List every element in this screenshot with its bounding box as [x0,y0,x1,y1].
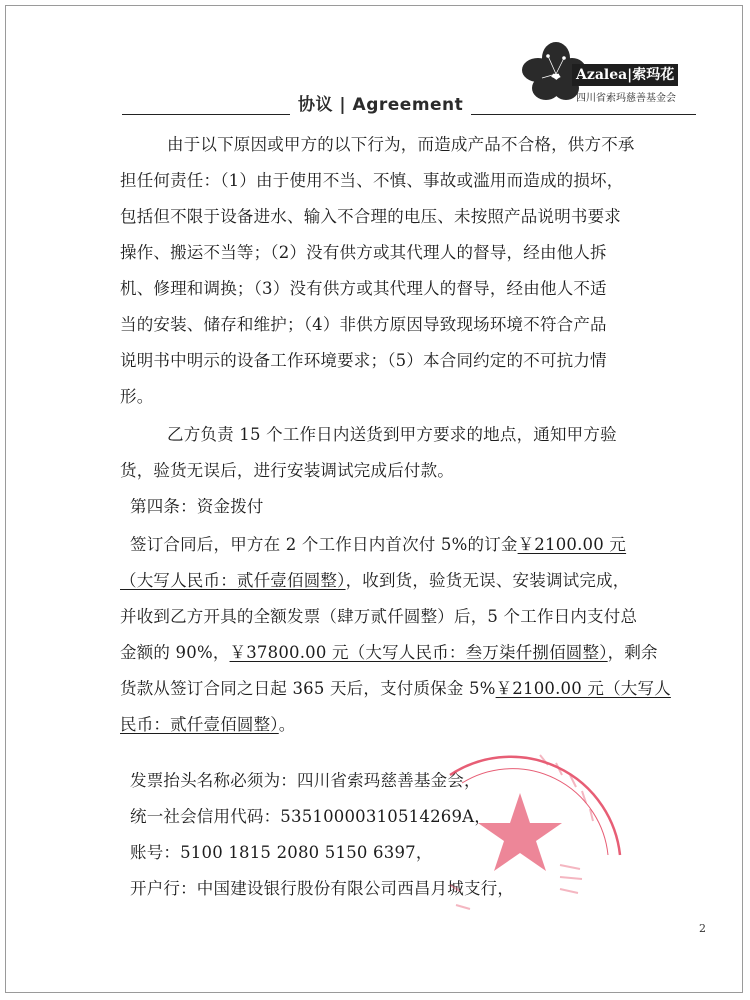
text-line [120,567,629,591]
text-line [120,675,671,699]
amount-underlined: ￥2100.00 元 [517,535,627,554]
text-line: 乙方负责 15 个工作日内送货到甲方要求的地点，通知甲方验 [167,425,617,444]
text-line: 由于以下原因或甲方的以下行为，而造成产品不合格，供方不承 [167,135,635,154]
text-line: 担任何责任：（1）由于使用不当、不慎、事故或滥用而造成的损坏， [120,171,624,190]
text-run: 货款从签订合同之日起 365 天后，支付质保金 5% [120,679,496,698]
text-line: 当的安装、储存和维护；（4）非供方原因导致现场环境不符合产品 [120,315,607,334]
account-number-line: 账号：5100 1815 2080 5150 6397， [130,843,433,862]
amount-underlined: ￥2100.00 元（大写人 [495,679,671,698]
bank-line: 开户行：中国建设银行股份有限公司西昌月城支行， [130,879,515,898]
article-heading: 第四条：资金拨付 [130,497,264,516]
text-run: 签订合同后，甲方在 2 个工作日内首次付 5%的订金 [130,535,518,554]
amount-underlined: 民币：贰仟壹佰圆整） [120,715,279,734]
logo-name: Azalea|索玛花 [572,64,678,86]
text-line: 操作、搬运不当等；（2）没有供方或其代理人的督导，经由他人拆 [120,243,607,262]
text-run: ，收到货，验货无误、安装调试完成， [345,571,630,590]
invoice-title-line: 发票抬头名称必须为：四川省索玛慈善基金会， [130,771,481,790]
text-run: 金额的 90%， [120,643,230,662]
amount-underlined: ￥37800.00 元（大写人民币：叁万柒仟捌佰圆整） [229,643,608,662]
text-line [120,639,658,663]
text-line: 机、修理和调换；（3）没有供方或其代理人的督导，经由他人不适 [120,279,607,298]
credit-code-line: 统一社会信用代码：53510000310514269A， [130,807,491,826]
text-run: ，剩余 [607,643,658,662]
text-line: 包括但不限于设备进水、输入不合理的电压、未按照产品说明书要求 [120,207,621,226]
text-line [130,531,626,555]
official-seal-stamp [410,735,630,955]
text-line: 形。 [120,387,154,406]
text-run: 。 [278,715,296,734]
header-title: 协议 | Agreement [290,90,471,118]
text-line [120,711,295,735]
amount-underlined: （大写人民币：贰仟壹佰圆整） [120,571,346,590]
text-line: 货，验货无误后，进行安装调试完成后付款。 [120,461,454,480]
page-number: 2 [699,922,706,935]
text-line: 并收到乙方开具的全额发票（肆万贰仟圆整）后，5 个工作日内支付总 [120,607,638,626]
logo [516,38,688,108]
logo-foundation-name: 四川省索玛慈善基金会 [576,93,676,104]
text-line: 说明书中明示的设备工作环境要求；（5）本合同约定的不可抗力情 [120,351,607,370]
